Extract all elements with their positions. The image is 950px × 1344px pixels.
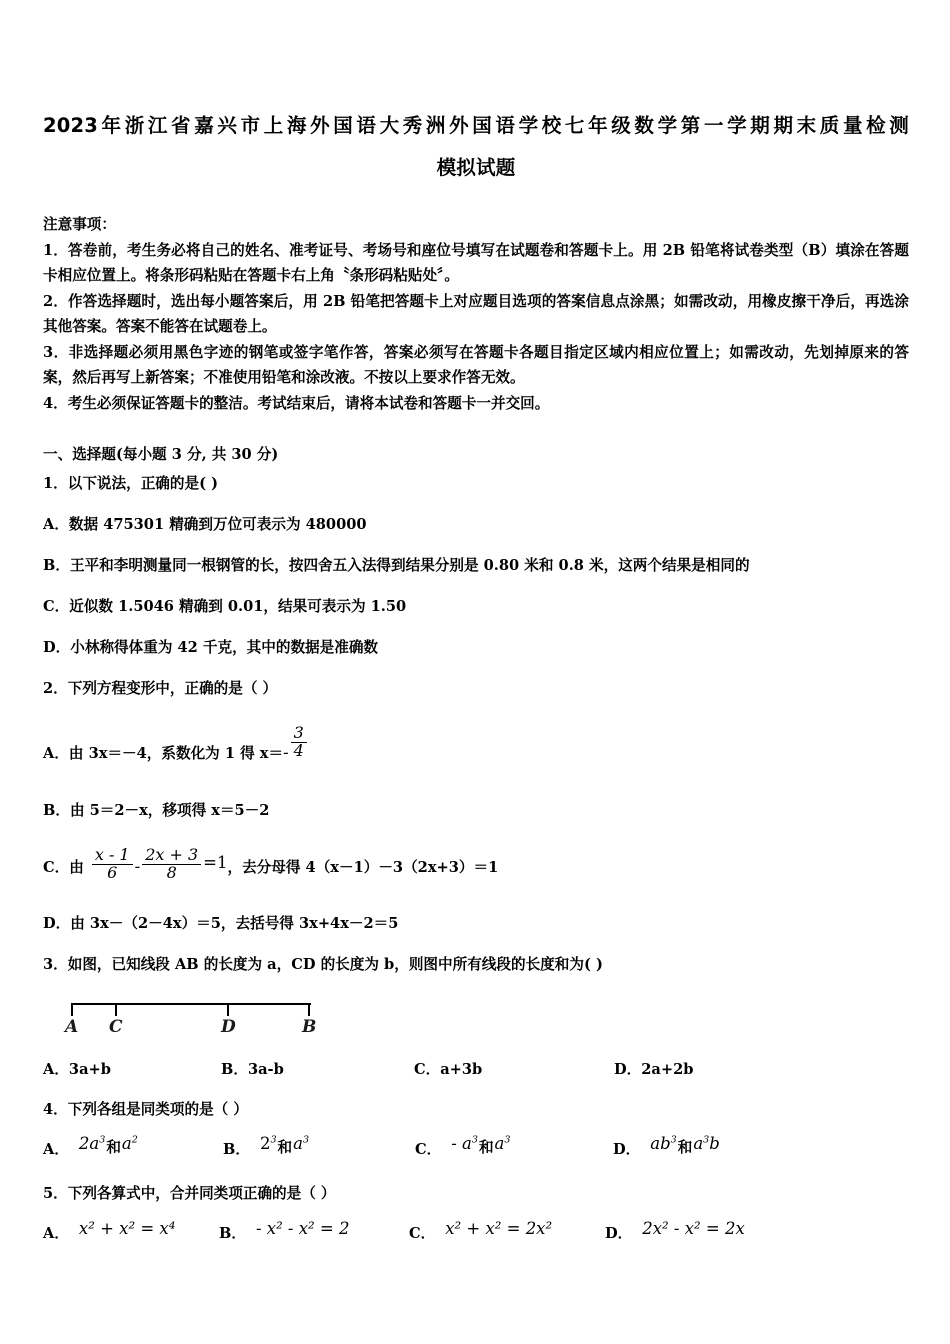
term-base: a <box>293 1133 303 1153</box>
option-label: D． <box>613 1140 641 1158</box>
term-base: a <box>121 1133 132 1153</box>
option-label: C． <box>409 1224 436 1242</box>
question-5-stem: 5．下列各算式中，合并同类项正确的是（ ） <box>43 1184 336 1202</box>
question-3-option-d[interactable] <box>614 1059 814 1081</box>
term-exponent: 2 <box>131 1134 138 1146</box>
segment-line <box>71 1003 311 1005</box>
joiner-he: 和 <box>677 1138 693 1156</box>
term-exponent: 3 <box>99 1134 106 1146</box>
option-label: C． <box>43 859 70 877</box>
negative-sign: - <box>283 743 289 763</box>
question-5-option-d[interactable] <box>605 1218 745 1243</box>
option-text: 3a+b <box>68 1060 111 1078</box>
question-4-option-b[interactable] <box>223 1133 415 1159</box>
question-2-stem: 2．下列方程变形中，正确的是（ ） <box>43 680 278 697</box>
question-1-option-a[interactable] <box>43 513 909 537</box>
option-label: A． <box>43 1140 69 1158</box>
question-3-segment-diagram <box>55 987 385 1045</box>
question-5-option-a[interactable] <box>43 1218 219 1243</box>
question-2-option-c[interactable] <box>43 847 909 882</box>
option-expression: 2x² - x² = 2x <box>642 1218 745 1238</box>
question-2-option-d[interactable] <box>43 912 909 936</box>
term-base: - a <box>451 1133 472 1153</box>
segment-label-d: D <box>221 1016 236 1037</box>
term-exponent: 3 <box>670 1134 677 1146</box>
question-4-option-c[interactable] <box>415 1133 613 1159</box>
option-text: 小林称得体重为 42 千克，其中的数据是准确数 <box>70 639 379 656</box>
option-expression <box>260 1133 309 1154</box>
section-heading-choice: 一、选择题(每小题 3 分, 共 30 分) <box>43 446 279 463</box>
option-label: B． <box>221 1060 248 1078</box>
joiner-he: 和 <box>277 1138 293 1156</box>
option-label: D． <box>605 1224 633 1242</box>
notice-heading: 注意事项： <box>43 216 116 233</box>
question-1-option-b[interactable] <box>43 554 909 578</box>
question-3-options <box>43 1059 909 1081</box>
option-text: 王平和李明测量同一根钢管的长，按四舍五入法得到结果分别是 0.80 米和 0.8 米，这两个结果是相同的 <box>69 557 750 574</box>
term-base: 2 <box>259 1133 271 1153</box>
option-label: C． <box>43 598 70 615</box>
fraction-denominator: 6 <box>107 862 118 882</box>
segment-label-a: A <box>65 1016 79 1037</box>
fraction-2x-plus-3-over-8 <box>142 847 201 882</box>
option-text-suffix: ，去分母得 4（x－1）－3（2x+3）＝1 <box>227 859 499 877</box>
question-2-option-a[interactable] <box>43 725 909 766</box>
segment-tick-c <box>115 1003 117 1016</box>
option-label: B． <box>43 557 70 574</box>
option-label: B． <box>219 1224 246 1242</box>
joiner-he: 和 <box>106 1138 121 1156</box>
page-content <box>43 0 909 1243</box>
paper-title-line-1: 2023年浙江省嘉兴市上海外国语大秀洲外国语学校七年级数学第一学期期末质量检测 <box>43 114 909 137</box>
segment-tick-b <box>308 1003 310 1016</box>
fraction-numerator: 3 <box>291 725 307 743</box>
fraction-three-quarters <box>291 725 307 760</box>
question-3-option-c[interactable] <box>414 1059 614 1081</box>
term-exponent: 3 <box>703 1134 710 1146</box>
term-exponent: 3 <box>504 1134 511 1146</box>
term-tail: b <box>709 1133 720 1153</box>
option-text: 由 <box>69 859 84 877</box>
fraction-numerator: x - 1 <box>92 847 133 865</box>
question-3-option-a[interactable] <box>43 1059 221 1081</box>
option-label: D． <box>43 914 71 932</box>
notice-section <box>43 212 909 416</box>
option-text: 数据 475301 精确到万位可表示为 480000 <box>68 516 367 533</box>
option-expression <box>79 1133 138 1154</box>
question-5-options <box>43 1218 909 1243</box>
question-1-option-c[interactable] <box>43 595 909 619</box>
option-label: A． <box>43 1060 69 1078</box>
notice-item-1: 1．答卷前，考生务必将自己的姓名、准考证号、考场号和座位号填写在试题卷和答题卡上。用 2B 铅笔将试卷类型（B）填涂在答题卡相应位置上。将条形码粘贴在答题卡右上角〝条形码粘贴处〞。 <box>43 241 909 284</box>
term-exponent: 3 <box>471 1134 478 1146</box>
fraction-numerator: 2x + 3 <box>142 847 201 865</box>
question-1-option-d[interactable] <box>43 636 909 660</box>
term-exponent: 3 <box>302 1134 309 1146</box>
question-4-stem: 4．下列各组是同类项的是（ ） <box>43 1100 248 1118</box>
question-1-stem: 1．以下说法，正确的是( ) <box>43 475 218 492</box>
fraction-x-minus-1-over-6 <box>92 847 133 882</box>
notice-item-2: 2．作答选择题时，选出每小题答案后，用 2B 铅笔把答题卡上对应题目选项的答案信息点涂黑；如需改动，用橡皮擦干净后，再选涂其他答案。答案不能答在试题卷上。 <box>43 292 909 335</box>
option-label: A． <box>43 1224 69 1242</box>
option-label: D． <box>614 1060 642 1078</box>
option-label: B． <box>223 1140 250 1158</box>
minus-sign: - <box>134 857 141 877</box>
joiner-he: 和 <box>478 1138 494 1156</box>
segment-tick-a <box>71 1003 73 1016</box>
option-text: 由 3x－（2－4x）＝5，去括号得 3x+4x－2＝5 <box>70 914 399 932</box>
option-expression: x² + x² = x⁴ <box>78 1218 176 1238</box>
term-exponent: 3 <box>270 1134 277 1146</box>
question-3-option-b[interactable] <box>221 1059 414 1081</box>
segment-label-b: B <box>302 1016 317 1037</box>
term-base: a <box>693 1133 704 1153</box>
equals-one: =1 <box>203 853 228 873</box>
term-base: 2a <box>78 1133 100 1153</box>
option-text: 由 3x＝－4，系数化为 1 得 x＝ <box>68 745 284 763</box>
paper-title-line-2: 模拟试题 <box>436 156 516 179</box>
option-text: 由 5＝2－x，移项得 x＝5－2 <box>69 802 270 820</box>
question-4-options <box>43 1133 909 1159</box>
question-4-option-d[interactable] <box>613 1133 720 1159</box>
question-4-option-a[interactable] <box>43 1133 223 1159</box>
option-label: C． <box>414 1060 441 1078</box>
question-5-option-c[interactable] <box>409 1218 605 1243</box>
notice-item-3: 3．非选择题必须用黑色字迹的钢笔或签字笔作答，答案必须写在答题卡各题目指定区域内相应位置上；如需改动，先划掉原来的答案，然后再写上新答案；不准使用铅笔和涂改液。不按以上要求作答无效。 <box>43 343 909 386</box>
option-label: D． <box>43 639 71 656</box>
option-label: A． <box>43 745 69 763</box>
fraction-denominator: 8 <box>166 862 177 882</box>
option-label: A． <box>43 516 69 533</box>
option-text: a+3b <box>440 1060 483 1078</box>
option-text: 2a+2b <box>641 1060 694 1078</box>
option-expression <box>451 1133 510 1154</box>
segment-tick-d <box>227 1003 229 1016</box>
question-5-option-b[interactable] <box>219 1218 409 1243</box>
term-base: ab <box>650 1133 671 1153</box>
option-text: 3a-b <box>247 1060 284 1078</box>
option-expression <box>650 1133 720 1154</box>
term-base: a <box>494 1133 505 1153</box>
option-expression: x² + x² = 2x² <box>445 1218 553 1238</box>
paper-title <box>43 108 909 186</box>
option-label: B． <box>43 802 70 820</box>
option-text: 近似数 1.5046 精确到 0.01，结果可表示为 1.50 <box>69 598 407 615</box>
segment-label-c: C <box>109 1016 123 1037</box>
question-2-option-b[interactable] <box>43 799 909 823</box>
option-label: C． <box>415 1140 442 1158</box>
question-3-stem: 3．如图，已知线段 AB 的长度为 a，CD 的长度为 b，则图中所有线段的长度和为( ) <box>43 955 603 973</box>
option-expression: - x² - x² = 2 <box>255 1218 350 1238</box>
fraction-denominator: 4 <box>293 740 304 760</box>
notice-item-4: 4．考生必须保证答题卡的整洁。考试结束后，请将本试卷和答题卡一并交回。 <box>43 394 550 412</box>
